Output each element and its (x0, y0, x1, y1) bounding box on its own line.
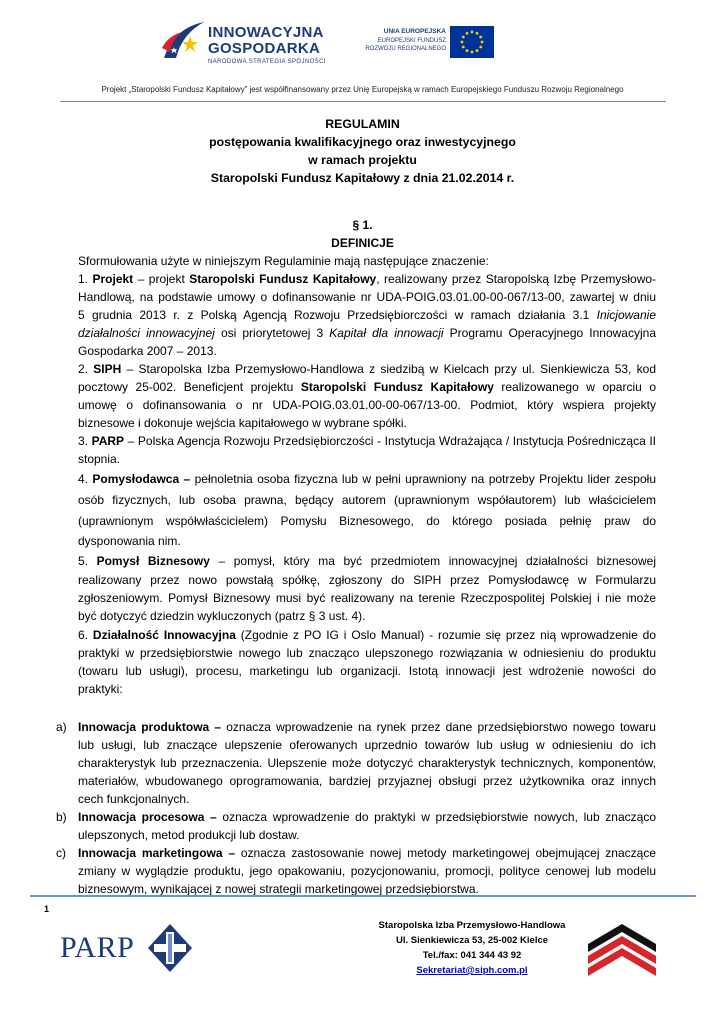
doc-subtitle-2: w ramach projektu (308, 153, 417, 167)
header-divider (60, 101, 666, 102)
definition-3-line: stopnia. (78, 452, 121, 466)
definition-1-line: Gospodarka 2007 – 2013. (78, 344, 217, 358)
logo-line-3: NARODOWA STRATEGIA SPÓJNOŚCI (208, 59, 326, 65)
footer-email-row (362, 963, 582, 978)
definition-1-line: 5 grudnia 2013 r. z Polską Agencją Rozwoju Przedsiębiorczości w ramach działania 3.1 Inicjowanie (78, 308, 656, 322)
eu-line-3: ROZWOJU REGIONALNEGO (365, 46, 446, 52)
innovation-marketing: Innowacja marketingowa – oznacza zastosowanie nowej metody marketingowej obejmującej znaczące (78, 846, 657, 860)
definition-6-line: (towaru lub usługi), procesu, marketingu lub organizacji. Istotą innowacji jest wdrożenie nowości do (78, 664, 656, 678)
definition-2: 2. SIPH – Staropolska Izba Przemysłowo-Handlowa z siedzibą w Kielcach przy ul. Sienkiewicza 53, kod (78, 362, 656, 376)
definition-4-line: (uprawnionym współwłaścicielem) Pomysłu Biznesowego, do którego posiada pełnię praw do (78, 514, 656, 528)
parp-cross-icon (148, 924, 192, 972)
definition-6-line: praktyki w przedsiębiorstwie nowego lub znacząco ulepszonego rozwiązania w odniesieniu do produktu (78, 646, 656, 660)
definition-5: 5. Pomysł Biznesowy – pomysł, który ma być przedmiotem innowacyjnej działalności biznesowej (78, 554, 656, 568)
eu-logo (360, 26, 510, 66)
eu-line-1: UNIA EUROPEJSKA (383, 28, 446, 35)
list-marker: c) (56, 846, 66, 860)
innovation-process-line: ulepszonych, metod produkcji lub dostaw. (78, 828, 300, 842)
page-number: 1 (44, 904, 50, 914)
innovation-product-line: materiałów, wbudowanego oprogramowania, bardziej przyjaznej obsługi przez użytkownika oraz innych (78, 774, 656, 788)
parp-logo (60, 924, 200, 972)
definition-6-line: praktyki: (78, 682, 123, 696)
innovation-product: Innowacja produktowa – oznacza wprowadzenie na rynek przez dane przedsiębiorstwo nowego towaru (78, 720, 656, 734)
logo-line-2: GOSPODARKA (208, 40, 321, 57)
definition-1-line: działalności innowacyjnej osi priorytetowej 3 Kapitał dla innowacji Programu Operacyjnego Innowacyjna (78, 326, 656, 340)
section-intro: Sformułowania użyte w niniejszym Regulaminie mają następujące znaczenie: (78, 254, 489, 268)
section-number: § 1. (352, 218, 373, 232)
logo-line-1: INNOWACYJNA (208, 24, 324, 41)
definition-4-line: dysponowania nim. (78, 534, 181, 548)
definition-5-line: realizowany przez nowo powstałą spółkę, zgłoszony do SIPH przez Pomysłodawcę w Formularzu (78, 573, 656, 587)
definition-1: 1. Projekt – projekt Staropolski Fundusz Kapitałowy, realizowany przez Staropolską Izbę Przemysłowo- (78, 272, 657, 286)
parp-wordmark: PARP (60, 931, 135, 964)
definition-2-line: biznesowe i dokonuje wejścia kapitałowego w wybrane spółki. (78, 416, 407, 430)
list-marker: a) (56, 720, 67, 734)
section-heading: DEFINICJE (331, 236, 394, 250)
innovation-product-line: cech funkcjonalnych. (78, 792, 190, 806)
doc-title: REGULAMIN (325, 117, 400, 131)
definition-4: 4. Pomysłodawca – pełnoletnia osoba fizyczna lub w pełni uprawniony na potrzeby Projektu lider zespołu (78, 472, 656, 486)
innovation-product-line: charakterystyk lub przeznaczenia. Ulepszenie może dotyczyć charakterystyk technicznych, komponentów, (78, 756, 656, 770)
eu-line-2: EUROPEJSKI FUNDUSZ (377, 38, 446, 44)
definition-5-line: zgłoszeniowym. Pomysł Biznesowy musi być realizowany na terenie Rzeczpospolitej Polskiej i nie może (78, 591, 656, 605)
definition-5-line: być dotyczyć dziedzin wykluczonych (patrz § 3 ust. 4). (78, 609, 366, 623)
innovation-process: Innowacja procesowa – oznacza wprowadzenie do praktyki w przedsiębiorstwie nowych, lub znacząco (78, 810, 656, 824)
definition-2-line: pocztowy 25-002. Beneficjent projektu Staropolski Fundusz Kapitałowy realizowanego w oparciu o (78, 380, 656, 394)
doc-subtitle-3: Staropolski Fundusz Kapitałowy z dnia 21.02.2014 r. (210, 171, 515, 185)
footer-address: Ul. Sienkiewicza 53, 25-002 Kielce (395, 935, 549, 946)
innowacyjna-gospodarka-logo (160, 18, 335, 73)
innovation-marketing-line: zmiany w wyglądzie produktu, jego opakowaniu, pozycjonowaniu, promocji, polityce cenowej lub modelu (78, 864, 656, 878)
definition-3: 3. PARP – Polska Agencja Rozwoju Przedsiębiorczości - Instytucja Wdrażająca / Instytucja Pośrednicząca II (78, 434, 657, 448)
footer-email-link[interactable]: Sekretariat@siph.com.pl (416, 965, 528, 976)
footer-divider (30, 895, 696, 897)
definition-6: 6. Działalność Innowacyjna (Zgodnie z PO IG i Oslo Manual) - rozumie się przez nią wprowadzenie do (78, 628, 657, 642)
definition-2-line: umowę o dofinansowania o nr UDA-POIG.03.01.00-00-067/13-00. Podmiot, który wspiera projekty (78, 398, 656, 412)
eu-flag-icon (450, 26, 494, 58)
doc-subtitle-1: postępowania kwalifikacyjnego oraz inwestycyjnego (209, 135, 516, 149)
definition-1-line: Handlową, na podstawie umowy o dofinansowanie nr UDA-POIG.03.01.00-00-067/13-00, zawartej w dniu (78, 290, 656, 304)
list-marker: b) (56, 810, 67, 824)
definition-4-line: osób fizycznych, lub osoba prawna, będący autorem (uprawnionym współautorem) lub właścicielem (78, 493, 656, 507)
siph-chevron-icon (586, 922, 658, 978)
star-swoosh-icon (160, 18, 206, 64)
innovation-marketing-line: biznesowym, wynikającej z nowej strategii marketingowej przedsiębiorstwa. (78, 882, 479, 896)
footer-phone: Tel./fax: 041 344 43 92 (422, 950, 522, 961)
footer-org: Staropolska Izba Przemysłowo-Handlowa (378, 920, 566, 931)
innovation-product-line: lub usługi, lub znaczące ulepszenie oferowanych uprzednio towarów lub usług w odniesieniu do ich (78, 738, 656, 752)
cofinancing-note: Projekt „Staropolski Fundusz Kapitałowy” jest współfinansowany przez Unię Europejską w ramach Europejskiego Funduszu Rozwoju Regionalnego (101, 85, 624, 94)
